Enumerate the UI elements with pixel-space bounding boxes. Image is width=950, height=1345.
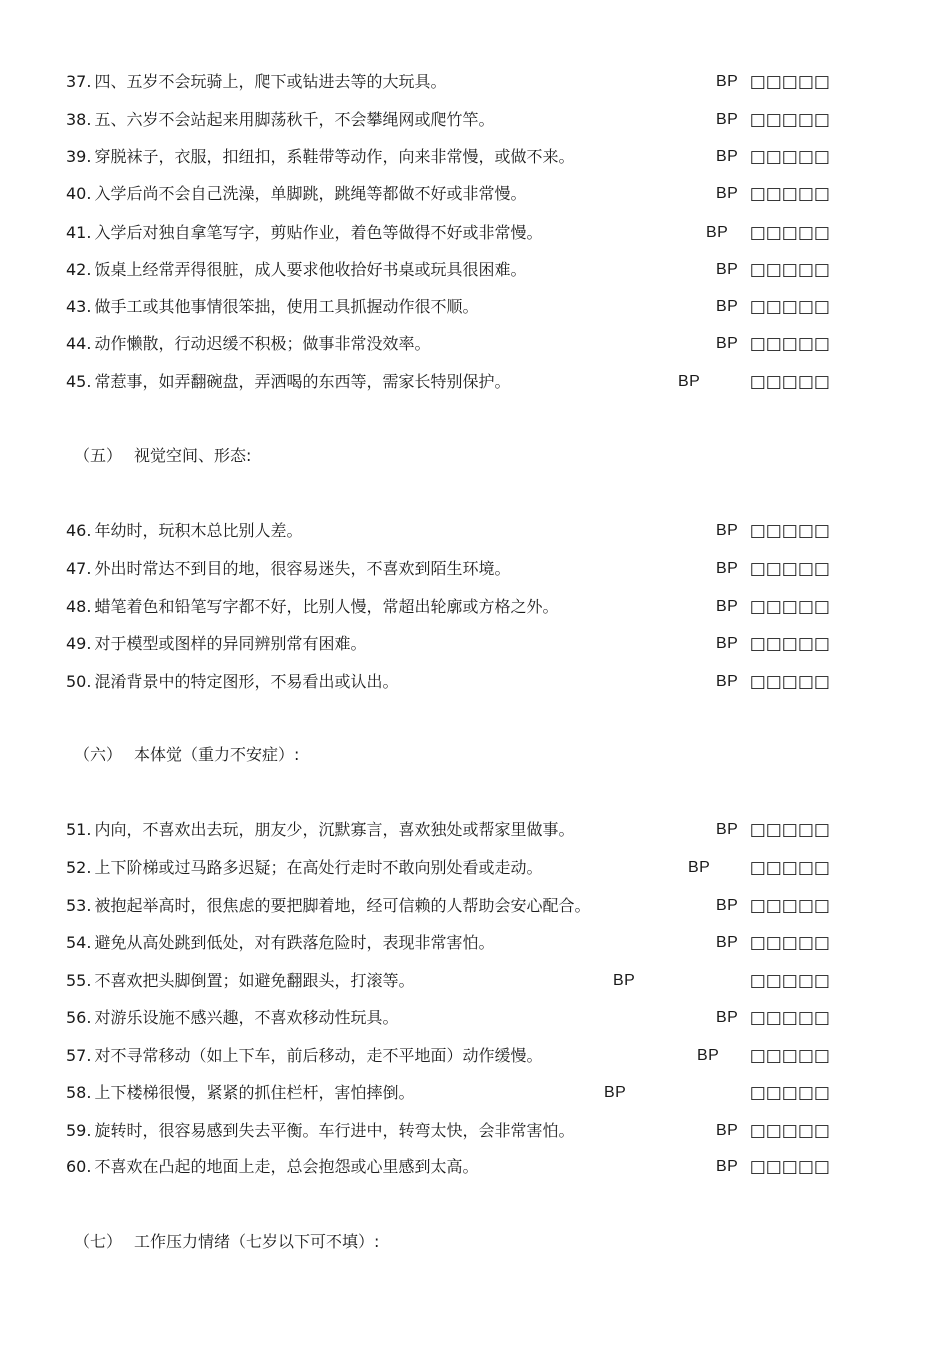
bp-label: BP — [716, 185, 739, 202]
section-heading-5 — [74, 444, 251, 468]
question-text: 混淆背景中的特定图形，不易看出或认出。 — [94, 672, 399, 691]
question-text: 不喜欢把头脚倒置；如避免翻跟头，打滚等。 — [94, 971, 415, 990]
question-text: 对不寻常移动（如上下车，前后移动，走不平地面）动作缓慢。 — [94, 1046, 543, 1065]
question-49 — [66, 632, 836, 656]
bp-label: BP — [716, 1158, 739, 1175]
bp-label: BP — [716, 1122, 739, 1139]
question-51 — [66, 818, 836, 842]
bp-label: BP — [716, 522, 739, 539]
question-text: 四、五岁不会玩骑上，爬下或钻进去等的大玩具。 — [94, 72, 447, 91]
question-50 — [66, 670, 836, 694]
bp-label: BP — [716, 261, 739, 278]
question-43 — [66, 295, 836, 319]
question-number: 60. — [66, 1157, 92, 1176]
question-60 — [66, 1155, 836, 1179]
question-44 — [66, 332, 836, 356]
question-text: 动作懒散，行动迟缓不积极；做事非常没效率。 — [94, 334, 431, 353]
bp-label: BP — [716, 111, 739, 128]
question-53 — [66, 894, 836, 918]
bp-label: BP — [613, 972, 636, 989]
bp-label: BP — [716, 1009, 739, 1026]
rating-checkboxes[interactable]: □□□□□ — [749, 634, 830, 654]
rating-checkboxes[interactable]: □□□□□ — [749, 297, 830, 317]
question-number: 53. — [66, 896, 92, 915]
question-text: 入学后对独自拿笔写字，剪贴作业，着色等做得不好或非常慢。 — [94, 223, 543, 242]
question-number: 37. — [66, 72, 92, 91]
question-number: 49. — [66, 634, 92, 653]
question-number: 50. — [66, 672, 92, 691]
question-39 — [66, 145, 836, 169]
question-number: 39. — [66, 147, 92, 166]
question-text: 常惹事，如弄翻碗盘，弄洒喝的东西等，需家长特别保护。 — [94, 372, 511, 391]
question-text: 被抱起举高时，很焦虑的要把脚着地，经可信赖的人帮助会安心配合。 — [94, 896, 591, 915]
question-text: 不喜欢在凸起的地面上走，总会抱怨或心里感到太高。 — [94, 1157, 479, 1176]
question-text: 旋转时，很容易感到失去平衡。车行进中，转弯太快，会非常害怕。 — [94, 1121, 575, 1140]
section-heading-7 — [74, 1230, 379, 1254]
question-number: 57. — [66, 1046, 92, 1065]
bp-label: BP — [697, 1047, 720, 1064]
rating-checkboxes[interactable]: □□□□□ — [749, 896, 830, 916]
bp-label: BP — [716, 821, 739, 838]
bp-label: BP — [716, 560, 739, 577]
question-number: 38. — [66, 110, 92, 129]
question-58 — [66, 1081, 836, 1105]
section-title: 工作压力情绪（七岁以下可不填）: — [134, 1232, 380, 1251]
rating-checkboxes[interactable]: □□□□□ — [749, 184, 830, 204]
rating-checkboxes[interactable]: □□□□□ — [749, 1121, 830, 1141]
rating-checkboxes[interactable]: □□□□□ — [749, 260, 830, 280]
rating-checkboxes[interactable]: □□□□□ — [749, 110, 830, 130]
question-text: 五、六岁不会站起来用脚荡秋千，不会攀绳网或爬竹竿。 — [94, 110, 495, 129]
bp-label: BP — [716, 148, 739, 165]
section-number: （五） — [74, 446, 123, 465]
bp-label: BP — [678, 373, 701, 390]
bp-label: BP — [716, 298, 739, 315]
question-number: 45. — [66, 372, 92, 391]
rating-checkboxes[interactable]: □□□□□ — [749, 1157, 830, 1177]
bp-label: BP — [706, 224, 729, 241]
rating-checkboxes[interactable]: □□□□□ — [749, 1008, 830, 1028]
question-text: 蜡笔着色和铅笔写字都不好，比别人慢，常超出轮廓或方格之外。 — [94, 597, 559, 616]
question-57 — [66, 1044, 836, 1068]
question-text: 上下楼梯很慢，紧紧的抓住栏杆，害怕摔倒。 — [94, 1083, 415, 1102]
rating-checkboxes[interactable]: □□□□□ — [749, 597, 830, 617]
question-number: 58. — [66, 1083, 92, 1102]
question-text: 上下阶梯或过马路多迟疑；在高处行走时不敢向别处看或走动。 — [94, 858, 543, 877]
question-number: 40. — [66, 184, 92, 203]
question-text: 年幼时，玩积木总比别人差。 — [94, 521, 303, 540]
bp-label: BP — [716, 897, 739, 914]
question-number: 55. — [66, 971, 92, 990]
rating-checkboxes[interactable]: □□□□□ — [749, 858, 830, 878]
section-number: （六） — [74, 745, 123, 764]
question-text: 外出时常达不到目的地，很容易迷失，不喜欢到陌生环境。 — [94, 559, 511, 578]
question-42 — [66, 258, 836, 282]
question-text: 内向，不喜欢出去玩，朋友少，沉默寡言，喜欢独处或帮家里做事。 — [94, 820, 575, 839]
rating-checkboxes[interactable]: □□□□□ — [749, 933, 830, 953]
section-title: 本体觉（重力不安症）: — [134, 745, 300, 764]
rating-checkboxes[interactable]: □□□□□ — [749, 672, 830, 692]
question-52 — [66, 856, 836, 880]
question-59 — [66, 1119, 836, 1143]
question-text: 对于模型或图样的异同辨别常有困难。 — [94, 634, 367, 653]
rating-checkboxes[interactable]: □□□□□ — [749, 971, 830, 991]
question-number: 59. — [66, 1121, 92, 1140]
question-number: 54. — [66, 933, 92, 952]
question-55 — [66, 969, 836, 993]
question-number: 42. — [66, 260, 92, 279]
rating-checkboxes[interactable]: □□□□□ — [749, 820, 830, 840]
question-46 — [66, 519, 836, 543]
bp-label: BP — [716, 598, 739, 615]
rating-checkboxes[interactable]: □□□□□ — [749, 372, 830, 392]
question-54 — [66, 931, 836, 955]
bp-label: BP — [716, 635, 739, 652]
bp-label: BP — [716, 934, 739, 951]
section-title: 视觉空间、形态: — [134, 446, 252, 465]
question-40 — [66, 182, 836, 206]
rating-checkboxes[interactable]: □□□□□ — [749, 334, 830, 354]
question-text: 避免从高处跳到低处，对有跌落危险时，表现非常害怕。 — [94, 933, 495, 952]
question-number: 47. — [66, 559, 92, 578]
bp-label: BP — [604, 1084, 627, 1101]
question-47 — [66, 557, 836, 581]
question-number: 48. — [66, 597, 92, 616]
bp-label: BP — [716, 335, 739, 352]
question-number: 41. — [66, 223, 92, 242]
question-38 — [66, 108, 836, 132]
bp-label: BP — [716, 673, 739, 690]
question-text: 饭桌上经常弄得很脏，成人要求他收拾好书桌或玩具很困难。 — [94, 260, 527, 279]
question-text: 穿脱袜子，衣服，扣纽扣，系鞋带等动作，向来非常慢，或做不来。 — [94, 147, 575, 166]
question-text: 入学后尚不会自己洗澡，单脚跳，跳绳等都做不好或非常慢。 — [94, 184, 527, 203]
question-number: 52. — [66, 858, 92, 877]
rating-checkboxes[interactable]: □□□□□ — [749, 147, 830, 167]
question-41 — [66, 221, 836, 245]
rating-checkboxes[interactable]: □□□□□ — [749, 521, 830, 541]
rating-checkboxes[interactable]: □□□□□ — [749, 72, 830, 92]
question-56 — [66, 1006, 836, 1030]
rating-checkboxes[interactable]: □□□□□ — [749, 223, 830, 243]
question-37 — [66, 70, 836, 94]
question-number: 43. — [66, 297, 92, 316]
question-48 — [66, 595, 836, 619]
question-number: 56. — [66, 1008, 92, 1027]
rating-checkboxes[interactable]: □□□□□ — [749, 1046, 830, 1066]
question-number: 51. — [66, 820, 92, 839]
question-text: 对游乐设施不感兴趣，不喜欢移动性玩具。 — [94, 1008, 399, 1027]
question-45 — [66, 370, 836, 394]
question-number: 46. — [66, 521, 92, 540]
section-number: （七） — [74, 1232, 123, 1251]
bp-label: BP — [716, 73, 739, 90]
question-text: 做手工或其他事情很笨拙，使用工具抓握动作很不顺。 — [94, 297, 479, 316]
rating-checkboxes[interactable]: □□□□□ — [749, 1083, 830, 1103]
section-heading-6 — [74, 743, 299, 767]
rating-checkboxes[interactable]: □□□□□ — [749, 559, 830, 579]
question-number: 44. — [66, 334, 92, 353]
bp-label: BP — [688, 859, 711, 876]
